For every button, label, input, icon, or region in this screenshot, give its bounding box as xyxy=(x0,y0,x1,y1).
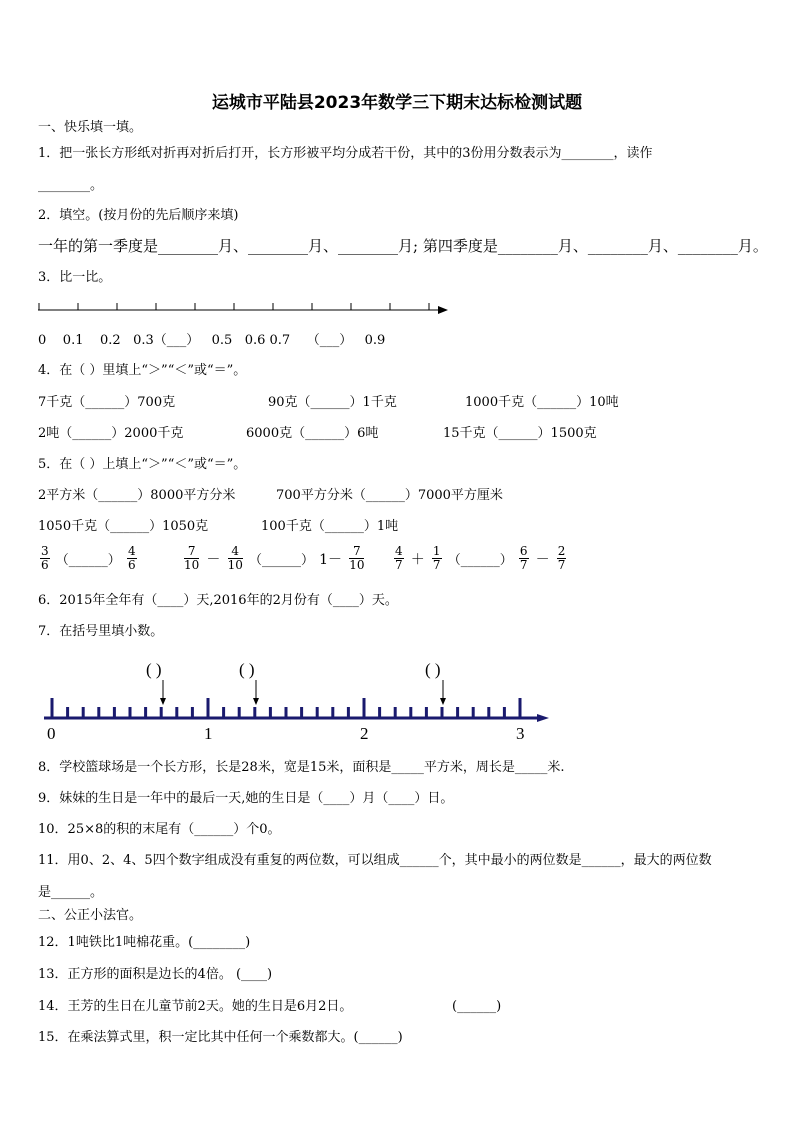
decimal-number-line xyxy=(38,655,558,745)
question-2-line-1: 2．填空。(按月份的先后顺序来填) xyxy=(38,208,239,223)
denominator: 6 xyxy=(41,558,49,572)
q4-item-6: 15千克（______）1500克 xyxy=(443,426,597,441)
question-7-text: 7．在括号里填小数。 xyxy=(38,624,164,639)
fraction xyxy=(127,545,137,572)
numerator: 6 xyxy=(519,544,528,558)
section-heading-1: 一、快乐填一填。 xyxy=(38,120,143,135)
q5-item-1: 2平方米（______）8000平方分米 xyxy=(38,488,236,503)
page-title: 运城市平陆县2023年数学三下期末达标检测试题 xyxy=(211,93,583,113)
q3-axis xyxy=(38,303,448,314)
q7-paren-2: ( ) xyxy=(239,660,255,679)
numerator: 7 xyxy=(184,545,199,559)
q5-item-4: 100千克（______）1吨 xyxy=(261,519,399,534)
question-1-line-1: 1．把一张长方形纸对折再对折后打开，长方形被平均分成若干份，其中的3份用分数表示为________，读作 xyxy=(38,146,653,161)
numerator: 4 xyxy=(228,545,243,559)
question-10: 10．25×8的积的末尾有（______）个0。 xyxy=(38,822,281,837)
fraction xyxy=(557,545,567,572)
tick-label-0: 0 xyxy=(47,724,56,743)
question-3-text: 3．比一比。 xyxy=(38,270,112,285)
arrow-head xyxy=(438,306,448,314)
fraction xyxy=(394,545,404,572)
q7-axis xyxy=(44,680,549,722)
question-11-line-1: 11．用0、2、4、5四个数字组成没有重复的两位数，可以组成______个，其中最小的两位数是______，最大的两位数 xyxy=(38,853,712,868)
question-13: 13．正方形的面积是边长的4倍。 (____) xyxy=(38,967,273,982)
fraction xyxy=(519,545,529,572)
minus-sign: － xyxy=(535,551,550,568)
section-heading-2: 二、公正小法官。 xyxy=(38,908,143,923)
q4-item-1: 7千克（______）700克 xyxy=(38,395,176,410)
question-15: 15．在乘法算式里，积一定比其中任何一个乘数都大。(______) xyxy=(38,1030,403,1045)
q5-fraction-compare-1 xyxy=(38,545,139,581)
q4-item-2: 90克（______）1千克 xyxy=(268,395,397,410)
numerator: 4 xyxy=(395,544,403,558)
answer-blank: （______） xyxy=(248,553,314,568)
plus-sign: ＋ xyxy=(410,551,425,568)
q7-paren-3: ( ) xyxy=(425,660,441,679)
q4-item-4: 2吨（______）2000千克 xyxy=(38,426,184,441)
denominator: 7 xyxy=(395,558,403,572)
pointer-arrow-head xyxy=(440,698,446,705)
answer-blank: （______） xyxy=(447,553,513,568)
fraction xyxy=(349,545,364,572)
answer-blank: （______） xyxy=(55,553,121,568)
numerator: 7 xyxy=(349,545,364,559)
numerator: 2 xyxy=(557,544,566,558)
question-14: 14．王芳的生日在儿童节前2天。她的生日是6月2日。 xyxy=(38,999,353,1014)
pointer-arrow-head xyxy=(160,698,166,705)
q5-item-3: 1050千克（______）1050克 xyxy=(38,519,209,534)
question-6: 6．2015年全年有（____）天,2016年的2月份有（____）天。 xyxy=(38,593,398,608)
fraction xyxy=(228,545,243,572)
fraction xyxy=(40,545,50,572)
tick-label-1: 1 xyxy=(204,724,213,743)
fraction xyxy=(432,545,442,572)
comparison-number-line xyxy=(36,300,456,320)
q5-item-2: 700平方分米（______）7000平方厘米 xyxy=(276,488,503,503)
denominator: 7 xyxy=(519,558,528,572)
pointer-arrow-head xyxy=(253,698,259,705)
q4-item-5: 6000克（______）6吨 xyxy=(246,426,379,441)
q5-fraction-compare-3 xyxy=(392,545,568,581)
question-3-labels: 0 0.1 0.2 0.3（___） 0.5 0.6 0.7 （___） 0.9 xyxy=(38,333,386,348)
question-8: 8．学校篮球场是一个长方形，长是28米，宽是15米，面积是_____平方米，周长是_____米. xyxy=(38,760,565,775)
one-minus: 1－ xyxy=(319,551,343,568)
question-11-line-2: 是______。 xyxy=(38,885,104,900)
question-14-blank: (______) xyxy=(452,999,502,1014)
fraction xyxy=(184,545,199,572)
tick-label-2: 2 xyxy=(360,724,369,743)
denominator: 6 xyxy=(127,558,136,572)
numerator: 1 xyxy=(432,544,441,558)
denominator: 7 xyxy=(557,558,566,572)
question-2-line-2: 一年的第一季度是________月、________月、________月; 第四季度是________月、________月、________月。 xyxy=(38,237,768,255)
q5-fraction-compare-2 xyxy=(182,545,366,581)
question-9: 9．妹妹的生日是一年中的最后一天,她的生日是（____）月（____）日。 xyxy=(38,791,454,806)
denominator: 10 xyxy=(349,558,365,572)
question-4-text: 4．在（ ）里填上“＞”“＜”或“＝”。 xyxy=(38,363,247,378)
denominator: 10 xyxy=(227,558,243,572)
question-1-line-2: ________。 xyxy=(38,178,104,193)
q7-paren-1: ( ) xyxy=(146,660,162,679)
arrow-head xyxy=(537,714,549,722)
question-5-text: 5．在（ ）上填上“＞”“＜”或“＝”。 xyxy=(38,457,247,472)
question-12: 12．1吨铁比1吨棉花重。(________) xyxy=(38,935,251,950)
denominator: 10 xyxy=(184,558,200,572)
q4-item-3: 1000千克（______）10吨 xyxy=(465,395,619,410)
minus-sign: － xyxy=(206,551,221,568)
denominator: 7 xyxy=(432,558,441,572)
tick-label-3: 3 xyxy=(516,724,525,743)
numerator: 3 xyxy=(41,544,49,558)
numerator: 4 xyxy=(127,544,136,558)
